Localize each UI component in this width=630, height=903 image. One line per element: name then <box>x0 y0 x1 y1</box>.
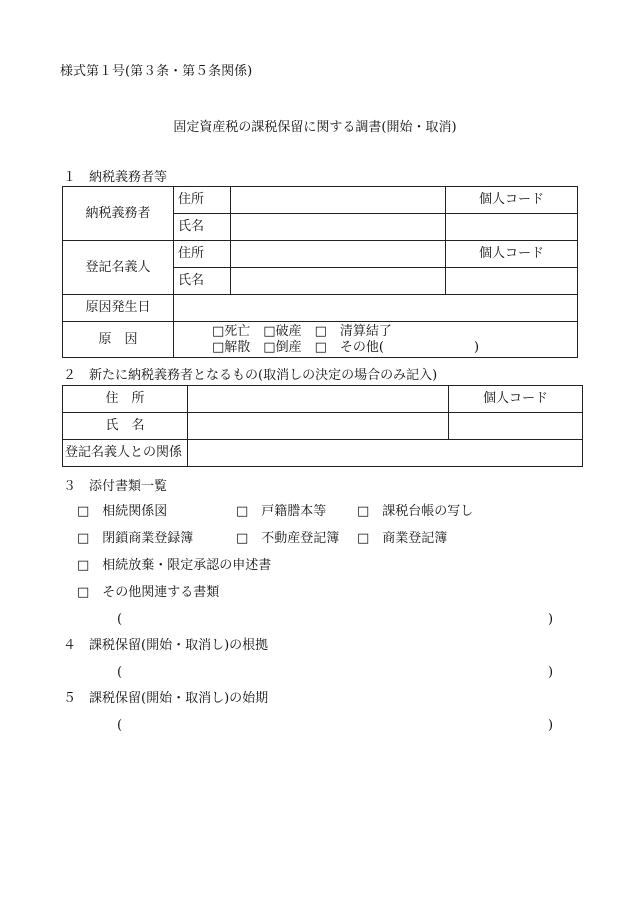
new-taxpayer-name-label: 氏 名 <box>63 413 188 440</box>
attachment-item[interactable]: □ 相続関係図 <box>77 504 168 519</box>
registered-name-field[interactable] <box>231 268 446 295</box>
cause-options[interactable] <box>174 322 578 358</box>
section-1-table <box>62 186 578 358</box>
attachment-item[interactable]: □ 不動産登記簿 <box>236 531 340 546</box>
attachment-item[interactable]: □ 戸籍謄本等 <box>236 504 327 519</box>
section-5-heading: ５ 課税保留(開始・取消し)の始期 <box>63 691 269 706</box>
new-taxpayer-address-field[interactable] <box>188 386 449 413</box>
registered-label: 登記名義人 <box>63 241 174 295</box>
taxpayer-address-label: 住所 <box>174 187 231 214</box>
attachment-item[interactable]: □ 閉鎖商業登録簿 <box>77 531 194 546</box>
section-1-heading: １ 納税義務者等 <box>63 170 168 185</box>
start-open-paren: ( <box>117 718 123 733</box>
cause-date-label: 原因発生日 <box>63 295 174 322</box>
taxpayer-label: 納税義務者 <box>63 187 174 241</box>
section-2-heading: ２ 新たに納税義務者となるもの(取消しの決定の場合のみ記入) <box>63 368 438 383</box>
section-3-heading: ３ 添付書類一覧 <box>63 479 168 494</box>
new-taxpayer-name-field[interactable] <box>188 413 449 440</box>
new-taxpayer-code-field[interactable] <box>449 413 583 440</box>
cause-label: 原 因 <box>63 322 174 358</box>
attachment-item[interactable]: □ 相続放棄・限定承認の申述書 <box>77 558 272 573</box>
taxpayer-name-field[interactable] <box>231 214 446 241</box>
cause-options-line-1: □死亡 □破産 □ 清算結了 <box>212 323 392 339</box>
registered-code-field[interactable] <box>446 268 578 295</box>
cause-date-field[interactable] <box>174 295 578 322</box>
section-2-table <box>62 385 583 467</box>
attachment-item[interactable]: □ その他関連する書類 <box>77 585 220 600</box>
form-number: 様式第１号(第３条・第５条関係) <box>60 64 253 79</box>
attachment-item[interactable]: □ 課税台帳の写し <box>357 504 474 519</box>
section-4-heading: ４ 課税保留(開始・取消し)の根拠 <box>63 638 269 653</box>
start-close-paren: ) <box>548 718 554 733</box>
cause-options-line-2: □解散 □倒産 □ その他( <box>212 339 384 355</box>
registered-address-field[interactable] <box>231 241 446 268</box>
new-taxpayer-code-label: 個人コード <box>449 386 583 413</box>
basis-close-paren: ) <box>548 665 554 680</box>
registered-name-label: 氏名 <box>174 268 231 295</box>
attachment-other-close-paren: ) <box>548 612 554 627</box>
registered-address-label: 住所 <box>174 241 231 268</box>
taxpayer-name-label: 氏名 <box>174 214 231 241</box>
taxpayer-code-field[interactable] <box>446 214 578 241</box>
attachment-item[interactable]: □ 商業登記簿 <box>357 531 448 546</box>
basis-open-paren: ( <box>117 665 123 680</box>
page-title: 固定資産税の課税保留に関する調書(開始・取消) <box>173 120 457 135</box>
new-taxpayer-address-label: 住 所 <box>63 386 188 413</box>
registered-code-label: 個人コード <box>446 241 578 268</box>
relation-field[interactable] <box>188 440 583 467</box>
cause-other-close-paren: ) <box>474 340 480 355</box>
attachment-other-open-paren: ( <box>117 612 123 627</box>
taxpayer-code-label: 個人コード <box>446 187 578 214</box>
relation-label: 登記名義人との関係 <box>63 440 188 467</box>
taxpayer-address-field[interactable] <box>231 187 446 214</box>
